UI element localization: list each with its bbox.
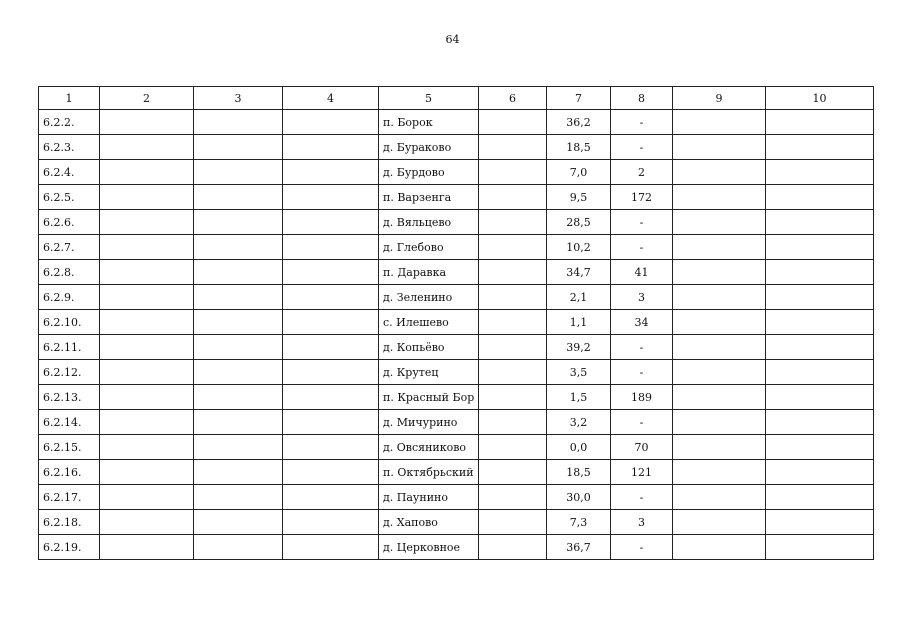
column-header-4: 4 (283, 87, 379, 110)
cell-settlement: п. Даравка (379, 260, 479, 285)
cell-col-3 (194, 260, 283, 285)
cell-settlement: п. Октябрьский (379, 460, 479, 485)
cell-settlement: д. Овсяниково (379, 435, 479, 460)
cell-population: - (611, 335, 673, 360)
settlements-table (38, 86, 874, 560)
cell-col-4 (283, 460, 379, 485)
cell-col-3 (194, 185, 283, 210)
cell-col-4 (283, 185, 379, 210)
cell-col-10 (766, 410, 874, 435)
column-header-2: 2 (100, 87, 194, 110)
cell-col-6 (479, 460, 547, 485)
column-header-5: 5 (379, 87, 479, 110)
cell-distance: 7,3 (547, 510, 611, 535)
cell-col-10 (766, 260, 874, 285)
cell-col-3 (194, 335, 283, 360)
column-header-1: 1 (39, 87, 100, 110)
cell-col-4 (283, 210, 379, 235)
cell-col-6 (479, 435, 547, 460)
cell-distance: 1,5 (547, 385, 611, 410)
cell-col-2 (100, 535, 194, 560)
cell-col-2 (100, 235, 194, 260)
cell-col-4 (283, 335, 379, 360)
cell-col-6 (479, 110, 547, 135)
cell-col-3 (194, 460, 283, 485)
column-header-6: 6 (479, 87, 547, 110)
table-row (39, 460, 874, 485)
cell-population: 41 (611, 260, 673, 285)
table-row (39, 235, 874, 260)
cell-population: 2 (611, 160, 673, 185)
column-header-3: 3 (194, 87, 283, 110)
cell-settlement: п. Красный Бор (379, 385, 479, 410)
cell-col-9 (673, 485, 766, 510)
cell-col-2 (100, 160, 194, 185)
cell-col-9 (673, 235, 766, 260)
cell-col-3 (194, 485, 283, 510)
cell-number: 6.2.3. (39, 135, 100, 160)
cell-col-6 (479, 510, 547, 535)
cell-col-6 (479, 260, 547, 285)
cell-col-6 (479, 410, 547, 435)
cell-col-9 (673, 460, 766, 485)
cell-col-4 (283, 410, 379, 435)
cell-col-4 (283, 110, 379, 135)
cell-col-4 (283, 135, 379, 160)
cell-col-2 (100, 435, 194, 460)
cell-number: 6.2.4. (39, 160, 100, 185)
cell-distance: 3,5 (547, 360, 611, 385)
cell-col-9 (673, 535, 766, 560)
cell-distance: 18,5 (547, 135, 611, 160)
cell-population: - (611, 360, 673, 385)
cell-col-4 (283, 510, 379, 535)
cell-col-6 (479, 335, 547, 360)
cell-settlement: п. Варзенга (379, 185, 479, 210)
cell-col-2 (100, 210, 194, 235)
cell-population: - (611, 485, 673, 510)
cell-population: 3 (611, 510, 673, 535)
cell-distance: 36,2 (547, 110, 611, 135)
cell-settlement: с. Илешево (379, 310, 479, 335)
cell-col-9 (673, 185, 766, 210)
cell-col-6 (479, 360, 547, 385)
table-row (39, 160, 874, 185)
cell-col-4 (283, 360, 379, 385)
table-row (39, 535, 874, 560)
cell-col-9 (673, 285, 766, 310)
cell-settlement: д. Мичурино (379, 410, 479, 435)
cell-distance: 28,5 (547, 210, 611, 235)
cell-settlement: д. Глебово (379, 235, 479, 260)
cell-settlement: д. Крутец (379, 360, 479, 385)
cell-number: 6.2.13. (39, 385, 100, 410)
cell-col-6 (479, 135, 547, 160)
cell-col-2 (100, 460, 194, 485)
cell-col-9 (673, 510, 766, 535)
cell-settlement: д. Копьёво (379, 335, 479, 360)
table-row (39, 285, 874, 310)
table-row (39, 360, 874, 385)
cell-col-10 (766, 385, 874, 410)
cell-col-9 (673, 335, 766, 360)
cell-settlement: д. Зеленино (379, 285, 479, 310)
cell-col-9 (673, 435, 766, 460)
cell-col-10 (766, 285, 874, 310)
cell-distance: 34,7 (547, 260, 611, 285)
cell-population: 3 (611, 285, 673, 310)
cell-population: 172 (611, 185, 673, 210)
cell-settlement: д. Церковное (379, 535, 479, 560)
cell-col-3 (194, 160, 283, 185)
cell-col-2 (100, 260, 194, 285)
cell-col-3 (194, 435, 283, 460)
cell-col-4 (283, 260, 379, 285)
cell-col-10 (766, 160, 874, 185)
cell-number: 6.2.19. (39, 535, 100, 560)
table-header-row (39, 87, 874, 110)
cell-col-6 (479, 310, 547, 335)
cell-number: 6.2.10. (39, 310, 100, 335)
cell-col-4 (283, 160, 379, 185)
cell-col-3 (194, 360, 283, 385)
cell-col-6 (479, 210, 547, 235)
cell-col-9 (673, 360, 766, 385)
cell-population: - (611, 410, 673, 435)
cell-col-2 (100, 385, 194, 410)
cell-col-10 (766, 360, 874, 385)
table-row (39, 510, 874, 535)
table-row (39, 485, 874, 510)
cell-col-6 (479, 160, 547, 185)
cell-settlement: д. Вяльцево (379, 210, 479, 235)
column-header-7: 7 (547, 87, 611, 110)
cell-number: 6.2.8. (39, 260, 100, 285)
cell-number: 6.2.7. (39, 235, 100, 260)
cell-number: 6.2.6. (39, 210, 100, 235)
cell-distance: 36,7 (547, 535, 611, 560)
cell-col-10 (766, 485, 874, 510)
cell-distance: 3,2 (547, 410, 611, 435)
cell-col-2 (100, 110, 194, 135)
cell-number: 6.2.16. (39, 460, 100, 485)
cell-col-3 (194, 535, 283, 560)
cell-number: 6.2.9. (39, 285, 100, 310)
cell-col-3 (194, 385, 283, 410)
cell-settlement: д. Бураково (379, 135, 479, 160)
page-number: 64 (445, 33, 460, 46)
cell-col-10 (766, 535, 874, 560)
cell-col-9 (673, 385, 766, 410)
cell-col-3 (194, 110, 283, 135)
cell-population: - (611, 535, 673, 560)
column-header-10: 10 (766, 87, 874, 110)
cell-distance: 18,5 (547, 460, 611, 485)
cell-number: 6.2.18. (39, 510, 100, 535)
cell-distance: 1,1 (547, 310, 611, 335)
cell-col-6 (479, 285, 547, 310)
cell-col-4 (283, 285, 379, 310)
cell-population: 70 (611, 435, 673, 460)
cell-distance: 7,0 (547, 160, 611, 185)
cell-col-10 (766, 335, 874, 360)
cell-col-3 (194, 410, 283, 435)
table-body (39, 110, 874, 560)
cell-col-4 (283, 235, 379, 260)
cell-col-10 (766, 235, 874, 260)
cell-distance: 2,1 (547, 285, 611, 310)
cell-col-10 (766, 435, 874, 460)
cell-col-3 (194, 235, 283, 260)
cell-population: 121 (611, 460, 673, 485)
cell-distance: 9,5 (547, 185, 611, 210)
cell-col-9 (673, 110, 766, 135)
cell-col-2 (100, 185, 194, 210)
cell-number: 6.2.15. (39, 435, 100, 460)
cell-col-4 (283, 435, 379, 460)
table-row (39, 210, 874, 235)
cell-col-3 (194, 285, 283, 310)
cell-settlement: д. Паунино (379, 485, 479, 510)
cell-col-6 (479, 385, 547, 410)
cell-number: 6.2.17. (39, 485, 100, 510)
table-row (39, 260, 874, 285)
cell-population: - (611, 110, 673, 135)
cell-col-4 (283, 485, 379, 510)
table-row (39, 385, 874, 410)
cell-col-2 (100, 485, 194, 510)
cell-col-3 (194, 210, 283, 235)
cell-col-10 (766, 135, 874, 160)
cell-col-2 (100, 335, 194, 360)
cell-col-2 (100, 135, 194, 160)
cell-col-10 (766, 310, 874, 335)
cell-number: 6.2.11. (39, 335, 100, 360)
cell-number: 6.2.2. (39, 110, 100, 135)
cell-col-10 (766, 510, 874, 535)
cell-col-2 (100, 510, 194, 535)
cell-col-3 (194, 310, 283, 335)
table-row (39, 185, 874, 210)
cell-number: 6.2.12. (39, 360, 100, 385)
table-row (39, 110, 874, 135)
cell-settlement: п. Борок (379, 110, 479, 135)
cell-col-9 (673, 410, 766, 435)
cell-col-6 (479, 185, 547, 210)
cell-distance: 30,0 (547, 485, 611, 510)
cell-col-3 (194, 510, 283, 535)
table-row (39, 310, 874, 335)
cell-col-4 (283, 535, 379, 560)
cell-col-2 (100, 360, 194, 385)
cell-col-9 (673, 160, 766, 185)
cell-col-2 (100, 285, 194, 310)
cell-col-9 (673, 260, 766, 285)
cell-population: 189 (611, 385, 673, 410)
cell-number: 6.2.14. (39, 410, 100, 435)
cell-population: 34 (611, 310, 673, 335)
cell-col-3 (194, 135, 283, 160)
column-header-9: 9 (673, 87, 766, 110)
table-row (39, 335, 874, 360)
cell-col-2 (100, 310, 194, 335)
cell-col-4 (283, 385, 379, 410)
cell-col-10 (766, 210, 874, 235)
cell-population: - (611, 235, 673, 260)
cell-col-6 (479, 535, 547, 560)
cell-col-9 (673, 210, 766, 235)
table-row (39, 135, 874, 160)
cell-col-6 (479, 235, 547, 260)
cell-col-9 (673, 135, 766, 160)
cell-col-2 (100, 410, 194, 435)
cell-population: - (611, 135, 673, 160)
cell-col-10 (766, 185, 874, 210)
cell-population: - (611, 210, 673, 235)
cell-distance: 10,2 (547, 235, 611, 260)
cell-col-6 (479, 485, 547, 510)
cell-col-9 (673, 310, 766, 335)
cell-settlement: д. Бурдово (379, 160, 479, 185)
table-row (39, 435, 874, 460)
column-header-8: 8 (611, 87, 673, 110)
cell-distance: 0,0 (547, 435, 611, 460)
cell-settlement: д. Хапово (379, 510, 479, 535)
table-row (39, 410, 874, 435)
cell-number: 6.2.5. (39, 185, 100, 210)
cell-col-4 (283, 310, 379, 335)
cell-col-10 (766, 110, 874, 135)
cell-col-10 (766, 460, 874, 485)
cell-distance: 39,2 (547, 335, 611, 360)
